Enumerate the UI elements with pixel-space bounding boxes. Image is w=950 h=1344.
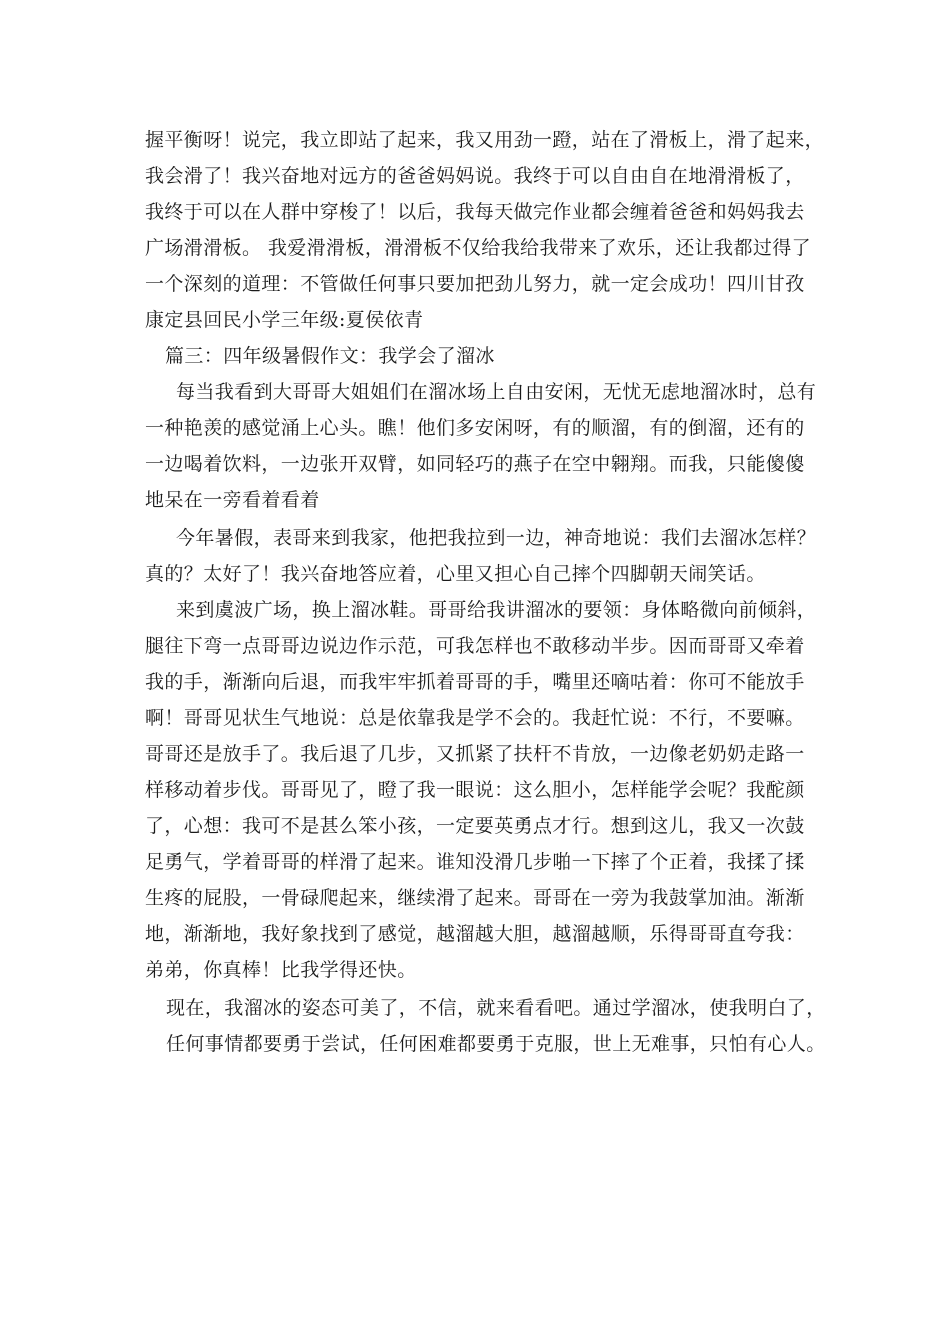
text-line: 样移动着步伐。哥哥见了，瞪了我一眼说：这么胆小，怎样能学会呢？我酡颜 <box>145 779 805 801</box>
text-line: 我的手，渐渐向后退，而我牢牢抓着哥哥的手，嘴里还嘀咕着：你可不能放手 <box>145 671 805 693</box>
text-line: 哥哥还是放手了。我后退了几步，又抓紧了扶杆不肯放，一边像老奶奶走路一 <box>145 743 805 765</box>
text-line: 一种艳羡的感觉涌上心头。瞧！他们多安闲呀，有的顺溜，有的倒溜，还有的 <box>145 417 805 439</box>
text-line: 生疼的屁股，一骨碌爬起来，继续滑了起来。哥哥在一旁为我鼓掌加油。渐渐 <box>145 887 805 909</box>
text-line: 真的？太好了！我兴奋地答应着，心里又担心自己摔个四脚朝天闹笑话。 <box>145 563 766 585</box>
text-line: 任何事情都要勇于尝试，任何困难都要勇于克服，世上无难事，只怕有心人。 <box>166 1033 826 1055</box>
text-line: 了，心想：我可不是甚么笨小孩，一定要英勇点才行。想到这儿，我又一次鼓 <box>145 815 805 837</box>
text-line: 来到虞波广场，换上溜冰鞋。哥哥给我讲溜冰的要领：身体略微向前倾斜， <box>176 599 817 621</box>
text-line: 握平衡呀！说完，我立即站了起来，我又用劲一蹬，站在了滑板上，滑了起来， <box>145 129 825 151</box>
text-line: 一个深刻的道理：不管做任何事只要加把劲儿努力，就一定会成功！四川甘孜 <box>145 273 805 295</box>
text-line: 我终于可以在人群中穿梭了！以后，我每天做完作业都会缠着爸爸和妈妈我去 <box>145 201 805 223</box>
text-line: 啊！哥哥见状生气地说：总是依靠我是学不会的。我赶忙说：不行，不要嘛。 <box>145 707 805 729</box>
text-line: 地，渐渐地，我好象找到了感觉，越溜越大胆，越溜越顺，乐得哥哥直夸我： <box>145 923 805 945</box>
text-line: 康定县回民小学三年级:夏侯依青 <box>145 309 424 331</box>
text-line: 一边喝着饮料，一边张开双臂，如同轻巧的燕子在空中翱翔。而我，只能傻傻 <box>145 453 805 475</box>
text-line: 腿往下弯一点哥哥边说边作示范，可我怎样也不敢移动半步。因而哥哥又牵着 <box>145 635 805 657</box>
text-line: 足勇气，学着哥哥的样滑了起来。谁知没滑几步啪一下摔了个正着，我揉了揉 <box>145 851 805 873</box>
text-line: 地呆在一旁看着看着 <box>145 489 320 511</box>
text-line: 每当我看到大哥哥大姐姐们在溜冰场上自由安闲，无忧无虑地溜冰时，总有 <box>176 381 817 403</box>
text-line: 我会滑了！我兴奋地对远方的爸爸妈妈说。我终于可以自由自在地滑滑板了， <box>145 165 805 187</box>
text-line: 弟弟，你真棒！比我学得还快。 <box>145 959 417 981</box>
text-line: 现在，我溜冰的姿态可美了，不信，就来看看吧。通过学溜冰，使我明白了， <box>166 997 826 1019</box>
section-heading: 篇三：四年级暑假作文：我学会了溜冰 <box>165 345 495 367</box>
text-line: 广场滑滑板。 我爱滑滑板，滑滑板不仅给我给我带来了欢乐，还让我都过得了 <box>145 237 812 259</box>
text-line: 今年暑假，表哥来到我家，他把我拉到一边，神奇地说：我们去溜冰怎样？ <box>176 527 817 549</box>
